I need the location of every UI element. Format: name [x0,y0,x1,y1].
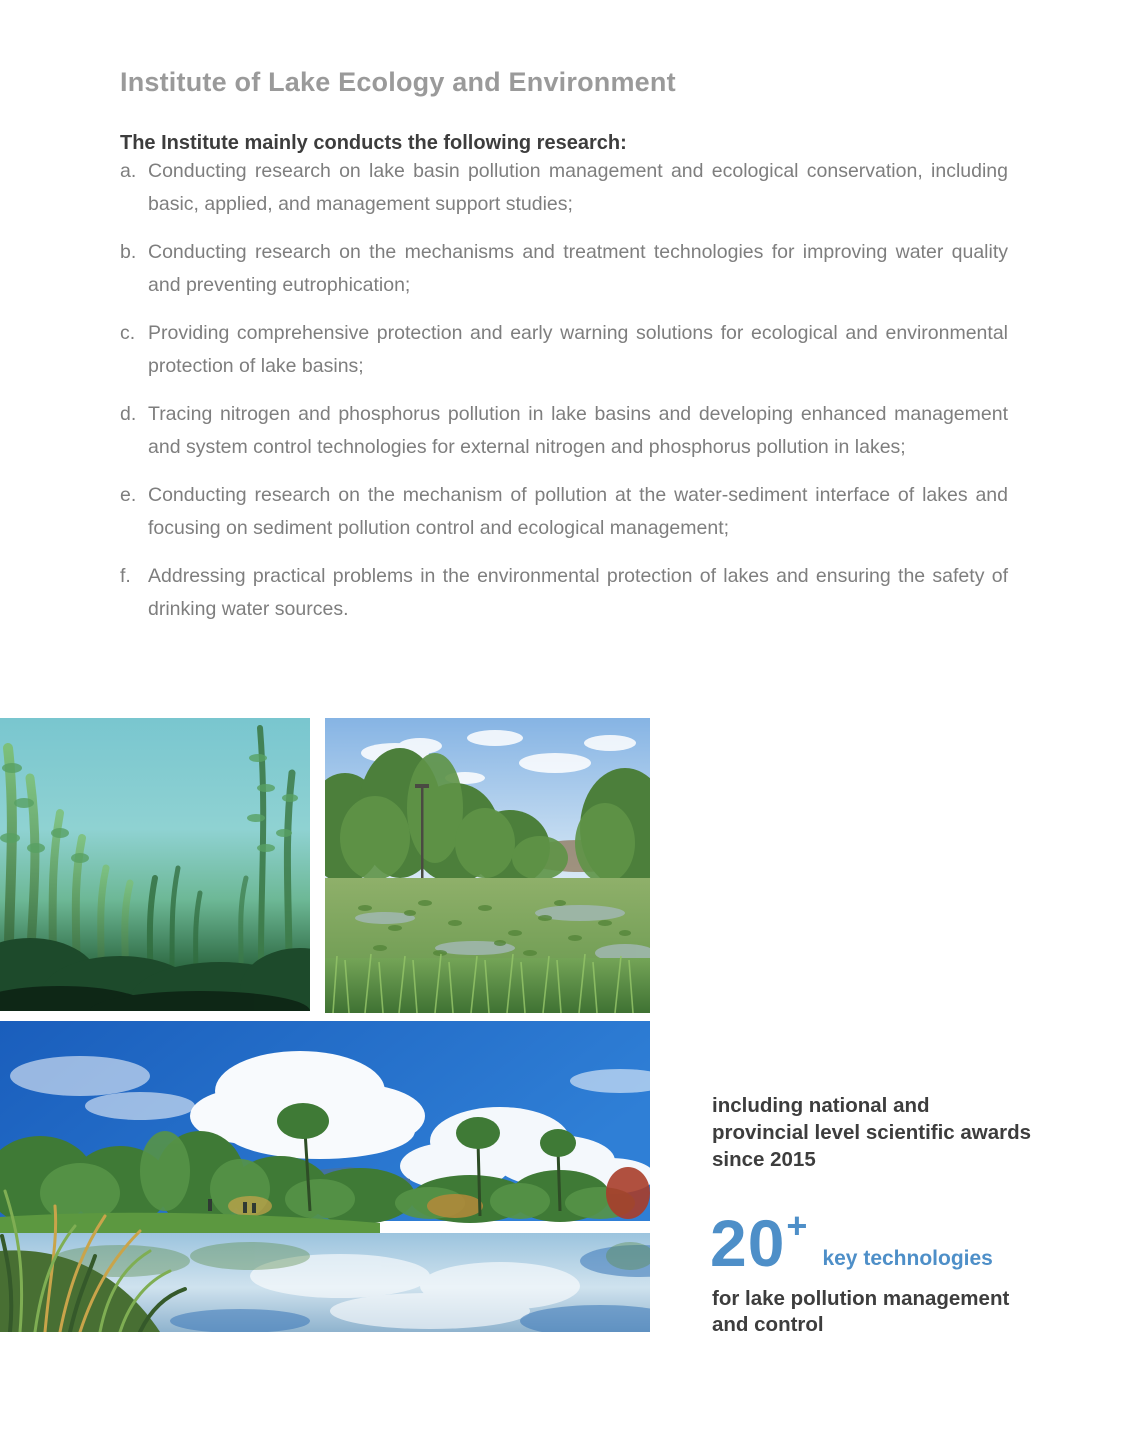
page-title: Institute of Lake Ecology and Environment [120,67,676,98]
item-label: e. [120,484,137,506]
underwater-plants-photo [0,718,310,1011]
text-line: for lake pollution management [712,1287,1010,1310]
awards-note [712,1092,1032,1173]
stat-label: key technologies [822,1246,993,1270]
item-text: Conducting research on the mechanism of pollution at the water-sediment interface of lakes and focusing on sediment pollution control and ecological management; [148,484,1008,539]
research-list [120,155,1008,641]
item-text: Conducting research on lake basin pollution management and ecological conservation, including basic, applied, and management support studies; [148,160,1008,215]
text-line: and control [712,1313,824,1336]
stat-value: 20 [710,1206,786,1280]
text-line: since 2015 [712,1148,816,1171]
item-text: Conducting research on the mechanisms and treatment technologies for improving water quality and preventing eutrophication; [148,241,1008,296]
wetland-pond-photo [325,718,650,1013]
item-label: d. [120,403,137,425]
item-text: Addressing practical problems in the environmental protection of lakes and ensuring the safety of drinking water sources. [148,565,1008,620]
key-technologies-stat [710,1204,993,1280]
research-item [120,236,1008,302]
item-label: b. [120,241,137,263]
research-item [120,479,1008,545]
item-label: a. [120,160,137,182]
research-item [120,155,1008,221]
intro-heading: The Institute mainly conducts the following research: [120,131,627,154]
underwater-plants-illustration [0,718,310,1011]
item-label: f. [120,565,131,587]
research-item [120,398,1008,464]
item-text: Providing comprehensive protection and early warning solutions for ecological and environmental protection of lake basins; [148,322,1008,377]
research-item [120,560,1008,626]
text-line: including national and [712,1094,930,1117]
stat-plus-sign: + [786,1204,808,1246]
item-label: c. [120,322,136,344]
wetland-pond-illustration [325,718,650,1013]
stat-caption [712,1286,1032,1338]
lake-landscape-photo [0,1021,650,1332]
research-item [120,317,1008,383]
text-line: provincial level scientific awards [712,1121,1032,1144]
item-text: Tracing nitrogen and phosphorus pollution in lake basins and developing enhanced management and system control technologies for external nitrogen and phosphorus pollution in lakes; [148,403,1008,458]
lake-landscape-illustration [0,1021,650,1332]
